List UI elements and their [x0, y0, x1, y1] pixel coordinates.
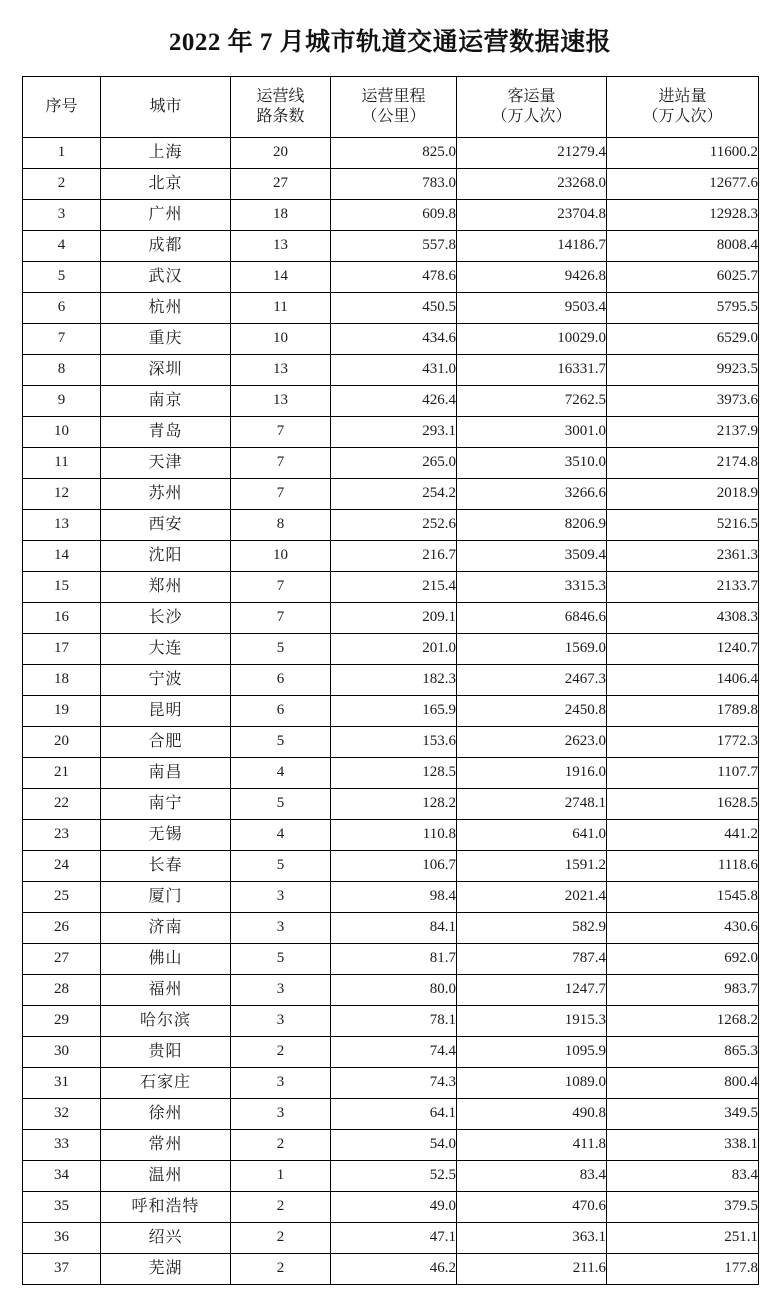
table-row	[23, 262, 759, 293]
cell-km: 80.0	[331, 975, 457, 1006]
table-row	[23, 200, 759, 231]
table-row	[23, 1254, 759, 1285]
table-container	[0, 76, 780, 1301]
cell-index: 8	[23, 355, 101, 386]
cell-index: 16	[23, 603, 101, 634]
cell-passengers: 2450.8	[457, 696, 607, 727]
column-header-entries-line1: 进站量	[658, 88, 707, 105]
cell-km: 153.6	[331, 727, 457, 758]
cell-entries: 1268.2	[607, 1006, 759, 1037]
table-row	[23, 634, 759, 665]
cell-index: 3	[23, 200, 101, 231]
cell-lines: 3	[231, 882, 331, 913]
cell-index: 28	[23, 975, 101, 1006]
column-header-entries	[607, 77, 759, 138]
cell-index: 37	[23, 1254, 101, 1285]
cell-index: 26	[23, 913, 101, 944]
cell-entries: 4308.3	[607, 603, 759, 634]
cell-lines: 7	[231, 417, 331, 448]
cell-km: 478.6	[331, 262, 457, 293]
cell-city: 沈阳	[101, 541, 231, 572]
cell-entries: 2018.9	[607, 479, 759, 510]
cell-city: 绍兴	[101, 1223, 231, 1254]
cell-entries: 441.2	[607, 820, 759, 851]
cell-entries: 430.6	[607, 913, 759, 944]
cell-passengers: 9503.4	[457, 293, 607, 324]
cell-city: 深圳	[101, 355, 231, 386]
cell-city: 大连	[101, 634, 231, 665]
cell-lines: 2	[231, 1223, 331, 1254]
cell-km: 54.0	[331, 1130, 457, 1161]
cell-city: 常州	[101, 1130, 231, 1161]
page-title: 2022 年 7 月城市轨道交通运营数据速报	[168, 29, 612, 56]
cell-city: 芜湖	[101, 1254, 231, 1285]
cell-city: 天津	[101, 448, 231, 479]
cell-city: 佛山	[101, 944, 231, 975]
cell-city: 昆明	[101, 696, 231, 727]
table-row	[23, 510, 759, 541]
cell-passengers: 8206.9	[457, 510, 607, 541]
column-header-lines-line2: 路条数	[256, 108, 305, 125]
cell-lines: 3	[231, 913, 331, 944]
cell-lines: 13	[231, 231, 331, 262]
cell-city: 广州	[101, 200, 231, 231]
cell-lines: 20	[231, 138, 331, 169]
cell-passengers: 6846.6	[457, 603, 607, 634]
cell-passengers: 1569.0	[457, 634, 607, 665]
cell-km: 182.3	[331, 665, 457, 696]
cell-km: 252.6	[331, 510, 457, 541]
cell-km: 84.1	[331, 913, 457, 944]
cell-city: 福州	[101, 975, 231, 1006]
cell-passengers: 14186.7	[457, 231, 607, 262]
cell-index: 36	[23, 1223, 101, 1254]
cell-entries: 692.0	[607, 944, 759, 975]
table-row	[23, 1068, 759, 1099]
cell-entries: 1118.6	[607, 851, 759, 882]
cell-lines: 5	[231, 851, 331, 882]
table-row	[23, 820, 759, 851]
column-header-city	[101, 77, 231, 138]
cell-lines: 10	[231, 541, 331, 572]
cell-lines: 3	[231, 1099, 331, 1130]
cell-lines: 8	[231, 510, 331, 541]
cell-passengers: 470.6	[457, 1192, 607, 1223]
cell-city: 西安	[101, 510, 231, 541]
cell-km: 110.8	[331, 820, 457, 851]
cell-city: 呼和浩特	[101, 1192, 231, 1223]
cell-index: 23	[23, 820, 101, 851]
cell-entries: 1545.8	[607, 882, 759, 913]
cell-index: 34	[23, 1161, 101, 1192]
cell-passengers: 1089.0	[457, 1068, 607, 1099]
cell-lines: 7	[231, 479, 331, 510]
cell-entries: 983.7	[607, 975, 759, 1006]
cell-passengers: 490.8	[457, 1099, 607, 1130]
cell-entries: 3973.6	[607, 386, 759, 417]
table-row	[23, 727, 759, 758]
cell-index: 9	[23, 386, 101, 417]
cell-city: 成都	[101, 231, 231, 262]
cell-passengers: 211.6	[457, 1254, 607, 1285]
cell-passengers: 10029.0	[457, 324, 607, 355]
cell-passengers: 7262.5	[457, 386, 607, 417]
cell-city: 重庆	[101, 324, 231, 355]
table-row	[23, 975, 759, 1006]
cell-passengers: 1591.2	[457, 851, 607, 882]
cell-index: 4	[23, 231, 101, 262]
cell-city: 贵阳	[101, 1037, 231, 1068]
column-header-city-line1: 城市	[149, 98, 182, 115]
column-header-index	[23, 77, 101, 138]
cell-passengers: 1095.9	[457, 1037, 607, 1068]
cell-lines: 5	[231, 634, 331, 665]
table-header-row	[23, 77, 759, 138]
table-row	[23, 851, 759, 882]
cell-km: 46.2	[331, 1254, 457, 1285]
cell-index: 2	[23, 169, 101, 200]
table-row	[23, 696, 759, 727]
cell-lines: 2	[231, 1037, 331, 1068]
table-row	[23, 882, 759, 913]
cell-km: 254.2	[331, 479, 457, 510]
cell-km: 431.0	[331, 355, 457, 386]
cell-index: 24	[23, 851, 101, 882]
cell-entries: 865.3	[607, 1037, 759, 1068]
cell-index: 35	[23, 1192, 101, 1223]
cell-city: 合肥	[101, 727, 231, 758]
cell-entries: 9923.5	[607, 355, 759, 386]
table-row	[23, 665, 759, 696]
cell-entries: 1240.7	[607, 634, 759, 665]
cell-city: 南宁	[101, 789, 231, 820]
cell-index: 29	[23, 1006, 101, 1037]
cell-km: 74.3	[331, 1068, 457, 1099]
cell-lines: 3	[231, 1006, 331, 1037]
cell-entries: 338.1	[607, 1130, 759, 1161]
cell-km: 216.7	[331, 541, 457, 572]
table-row	[23, 789, 759, 820]
table-row	[23, 1130, 759, 1161]
cell-km: 783.0	[331, 169, 457, 200]
cell-km: 81.7	[331, 944, 457, 975]
cell-passengers: 21279.4	[457, 138, 607, 169]
cell-city: 青岛	[101, 417, 231, 448]
column-header-km	[331, 77, 457, 138]
cell-entries: 1628.5	[607, 789, 759, 820]
cell-entries: 12677.6	[607, 169, 759, 200]
table-row	[23, 448, 759, 479]
cell-lines: 3	[231, 975, 331, 1006]
table-row	[23, 913, 759, 944]
cell-lines: 14	[231, 262, 331, 293]
cell-passengers: 787.4	[457, 944, 607, 975]
table-row	[23, 417, 759, 448]
cell-city: 北京	[101, 169, 231, 200]
cell-km: 557.8	[331, 231, 457, 262]
cell-passengers: 1247.7	[457, 975, 607, 1006]
cell-index: 13	[23, 510, 101, 541]
cell-lines: 2	[231, 1254, 331, 1285]
cell-city: 南昌	[101, 758, 231, 789]
cell-index: 1	[23, 138, 101, 169]
cell-index: 5	[23, 262, 101, 293]
cell-index: 33	[23, 1130, 101, 1161]
cell-lines: 5	[231, 727, 331, 758]
cell-lines: 6	[231, 665, 331, 696]
column-header-km-line1: 运营里程	[361, 88, 426, 105]
cell-km: 209.1	[331, 603, 457, 634]
cell-km: 98.4	[331, 882, 457, 913]
table-row	[23, 572, 759, 603]
cell-km: 215.4	[331, 572, 457, 603]
column-header-index-line1: 序号	[45, 98, 78, 115]
cell-passengers: 2748.1	[457, 789, 607, 820]
cell-city: 哈尔滨	[101, 1006, 231, 1037]
cell-index: 15	[23, 572, 101, 603]
cell-entries: 1772.3	[607, 727, 759, 758]
column-header-entries-line2: （万人次）	[642, 108, 723, 125]
cell-km: 78.1	[331, 1006, 457, 1037]
cell-lines: 18	[231, 200, 331, 231]
cell-lines: 6	[231, 696, 331, 727]
cell-passengers: 2623.0	[457, 727, 607, 758]
cell-entries: 1107.7	[607, 758, 759, 789]
cell-passengers: 3001.0	[457, 417, 607, 448]
cell-lines: 5	[231, 944, 331, 975]
cell-lines: 4	[231, 820, 331, 851]
cell-entries: 349.5	[607, 1099, 759, 1130]
cell-entries: 11600.2	[607, 138, 759, 169]
table-row	[23, 541, 759, 572]
cell-city: 南京	[101, 386, 231, 417]
table-row	[23, 758, 759, 789]
cell-km: 434.6	[331, 324, 457, 355]
cell-km: 128.5	[331, 758, 457, 789]
cell-passengers: 363.1	[457, 1223, 607, 1254]
cell-index: 6	[23, 293, 101, 324]
cell-index: 31	[23, 1068, 101, 1099]
table-row	[23, 944, 759, 975]
cell-km: 201.0	[331, 634, 457, 665]
cell-index: 18	[23, 665, 101, 696]
cell-city: 温州	[101, 1161, 231, 1192]
table-row	[23, 231, 759, 262]
cell-passengers: 582.9	[457, 913, 607, 944]
cell-passengers: 2467.3	[457, 665, 607, 696]
cell-passengers: 1916.0	[457, 758, 607, 789]
cell-lines: 7	[231, 448, 331, 479]
cell-city: 武汉	[101, 262, 231, 293]
cell-passengers: 23704.8	[457, 200, 607, 231]
cell-city: 无锡	[101, 820, 231, 851]
cell-index: 20	[23, 727, 101, 758]
cell-km: 49.0	[331, 1192, 457, 1223]
cell-km: 128.2	[331, 789, 457, 820]
cell-index: 32	[23, 1099, 101, 1130]
cell-km: 825.0	[331, 138, 457, 169]
column-header-lines-line1: 运营线	[256, 88, 305, 105]
table-row	[23, 324, 759, 355]
metro-operating-data-table	[22, 76, 759, 1285]
cell-entries: 5795.5	[607, 293, 759, 324]
cell-lines: 5	[231, 789, 331, 820]
column-header-passengers-line1: 客运量	[507, 88, 556, 105]
cell-passengers: 16331.7	[457, 355, 607, 386]
cell-entries: 12928.3	[607, 200, 759, 231]
cell-lines: 10	[231, 324, 331, 355]
table-body	[23, 138, 759, 1285]
cell-passengers: 83.4	[457, 1161, 607, 1192]
cell-entries: 2174.8	[607, 448, 759, 479]
cell-passengers: 641.0	[457, 820, 607, 851]
table-row	[23, 169, 759, 200]
cell-lines: 3	[231, 1068, 331, 1099]
cell-index: 11	[23, 448, 101, 479]
column-header-km-line2: （公里）	[361, 108, 426, 125]
cell-city: 长沙	[101, 603, 231, 634]
column-header-passengers	[457, 77, 607, 138]
table-row	[23, 1223, 759, 1254]
cell-city: 石家庄	[101, 1068, 231, 1099]
table-row	[23, 479, 759, 510]
cell-index: 25	[23, 882, 101, 913]
cell-index: 14	[23, 541, 101, 572]
cell-city: 徐州	[101, 1099, 231, 1130]
cell-lines: 7	[231, 603, 331, 634]
table-row	[23, 138, 759, 169]
cell-city: 上海	[101, 138, 231, 169]
cell-km: 165.9	[331, 696, 457, 727]
cell-lines: 13	[231, 386, 331, 417]
cell-km: 64.1	[331, 1099, 457, 1130]
cell-entries: 2133.7	[607, 572, 759, 603]
cell-entries: 379.5	[607, 1192, 759, 1223]
cell-passengers: 3509.4	[457, 541, 607, 572]
table-row	[23, 1099, 759, 1130]
cell-index: 30	[23, 1037, 101, 1068]
column-header-passengers-line2: （万人次）	[491, 108, 572, 125]
cell-city: 宁波	[101, 665, 231, 696]
cell-km: 47.1	[331, 1223, 457, 1254]
cell-index: 27	[23, 944, 101, 975]
cell-km: 74.4	[331, 1037, 457, 1068]
table-row	[23, 1006, 759, 1037]
cell-passengers: 9426.8	[457, 262, 607, 293]
cell-lines: 1	[231, 1161, 331, 1192]
cell-city: 郑州	[101, 572, 231, 603]
cell-index: 17	[23, 634, 101, 665]
cell-entries: 8008.4	[607, 231, 759, 262]
cell-lines: 13	[231, 355, 331, 386]
cell-entries: 83.4	[607, 1161, 759, 1192]
cell-city: 杭州	[101, 293, 231, 324]
cell-entries: 251.1	[607, 1223, 759, 1254]
cell-entries: 800.4	[607, 1068, 759, 1099]
cell-index: 10	[23, 417, 101, 448]
cell-city: 长春	[101, 851, 231, 882]
table-row	[23, 1192, 759, 1223]
cell-entries: 2137.9	[607, 417, 759, 448]
cell-city: 苏州	[101, 479, 231, 510]
cell-passengers: 411.8	[457, 1130, 607, 1161]
cell-entries: 5216.5	[607, 510, 759, 541]
cell-lines: 2	[231, 1130, 331, 1161]
table-row	[23, 603, 759, 634]
cell-lines: 2	[231, 1192, 331, 1223]
cell-index: 7	[23, 324, 101, 355]
cell-index: 19	[23, 696, 101, 727]
cell-km: 426.4	[331, 386, 457, 417]
cell-lines: 4	[231, 758, 331, 789]
table-row	[23, 293, 759, 324]
column-header-lines	[231, 77, 331, 138]
cell-passengers: 1915.3	[457, 1006, 607, 1037]
table-row	[23, 1161, 759, 1192]
cell-km: 609.8	[331, 200, 457, 231]
cell-city: 济南	[101, 913, 231, 944]
cell-lines: 27	[231, 169, 331, 200]
cell-index: 21	[23, 758, 101, 789]
cell-km: 293.1	[331, 417, 457, 448]
cell-entries: 6529.0	[607, 324, 759, 355]
cell-index: 22	[23, 789, 101, 820]
cell-passengers: 3266.6	[457, 479, 607, 510]
table-row	[23, 386, 759, 417]
table-head	[23, 77, 759, 138]
cell-entries: 6025.7	[607, 262, 759, 293]
cell-km: 52.5	[331, 1161, 457, 1192]
cell-lines: 11	[231, 293, 331, 324]
table-row	[23, 1037, 759, 1068]
cell-passengers: 2021.4	[457, 882, 607, 913]
cell-passengers: 3315.3	[457, 572, 607, 603]
cell-passengers: 3510.0	[457, 448, 607, 479]
cell-passengers: 23268.0	[457, 169, 607, 200]
cell-index: 12	[23, 479, 101, 510]
table-row	[23, 355, 759, 386]
cell-lines: 7	[231, 572, 331, 603]
cell-entries: 2361.3	[607, 541, 759, 572]
cell-entries: 1789.8	[607, 696, 759, 727]
cell-km: 106.7	[331, 851, 457, 882]
cell-entries: 177.8	[607, 1254, 759, 1285]
cell-entries: 1406.4	[607, 665, 759, 696]
cell-km: 450.5	[331, 293, 457, 324]
cell-km: 265.0	[331, 448, 457, 479]
cell-city: 厦门	[101, 882, 231, 913]
